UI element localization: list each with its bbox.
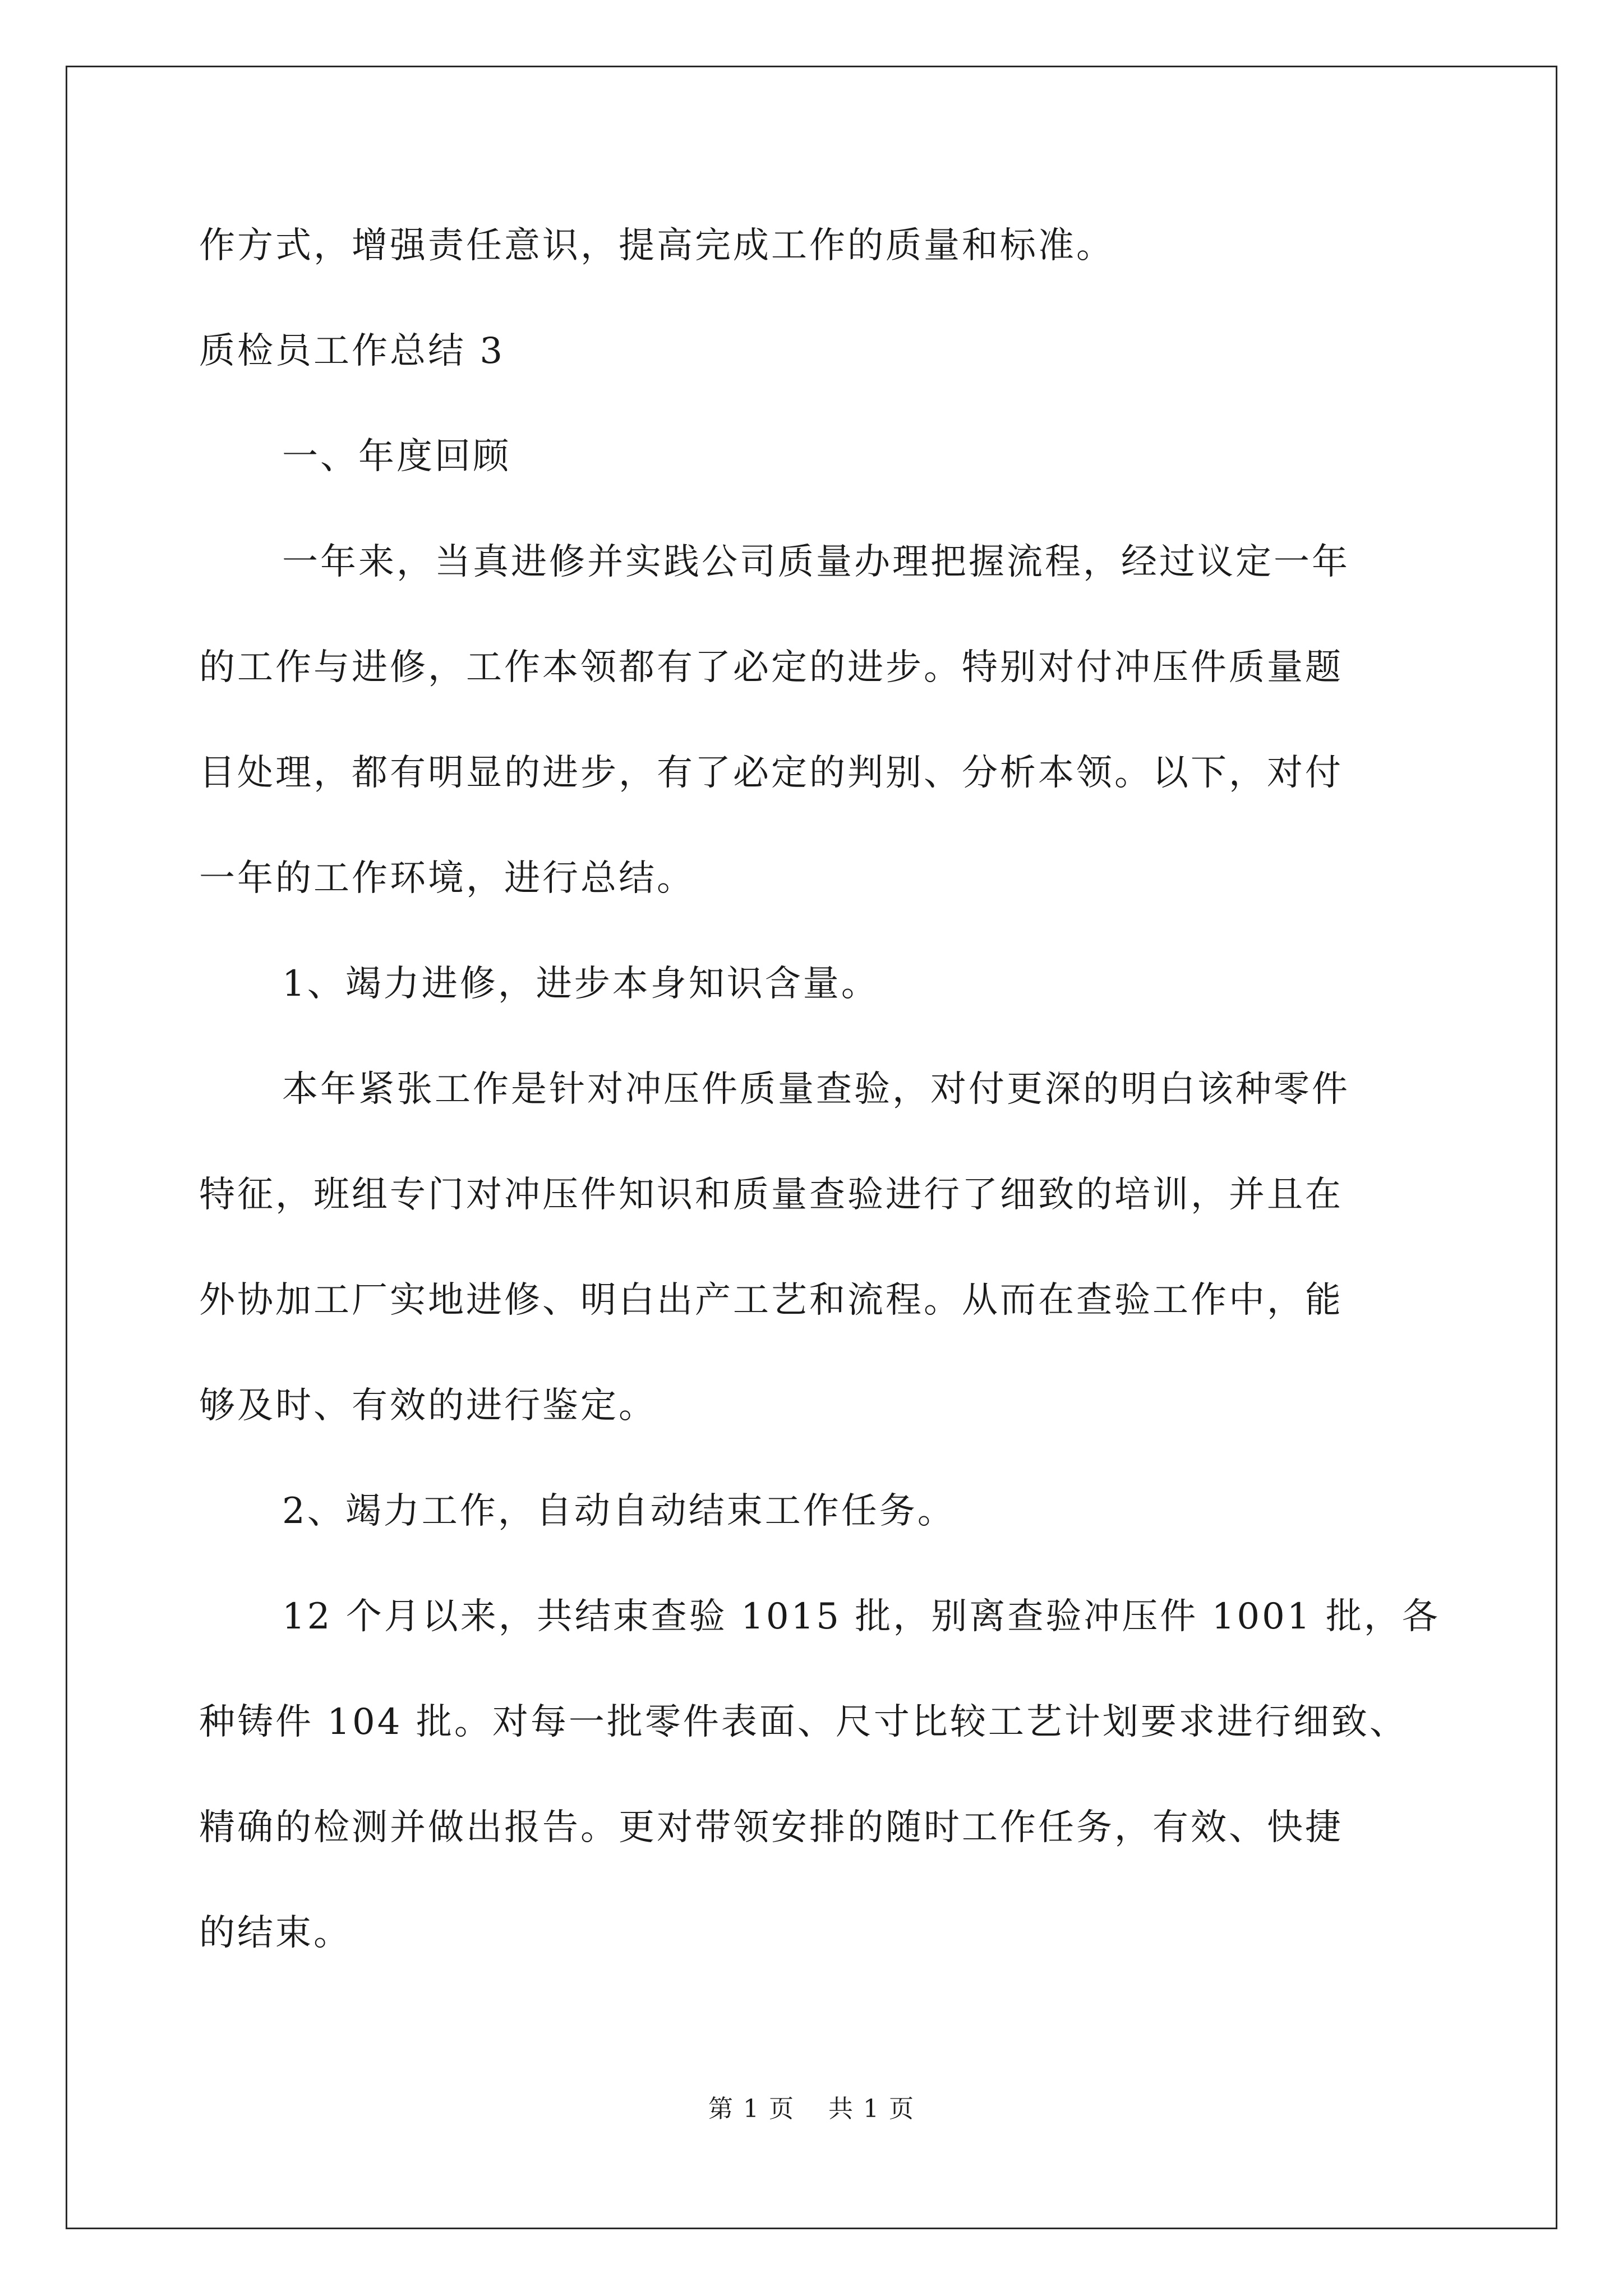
list-heading: 1、竭力进修，进步本身知识含量。 xyxy=(282,963,879,1005)
paragraph-line: 精确的检测并做出报告。更对带领安排的随时工作任务，有效、快捷 xyxy=(199,1807,1343,1848)
paragraph-line: 一年的工作环境，进行总结。 xyxy=(199,858,695,899)
page-total: 共 1 页 xyxy=(828,2095,915,2123)
page-footer xyxy=(0,2092,1623,2126)
section-title: 质检员工作总结 3 xyxy=(199,330,505,372)
paragraph-line: 目处理，都有明显的进步，有了必定的判别、分析本领。以下，对付 xyxy=(199,752,1343,794)
document-body xyxy=(199,219,1455,1960)
paragraph-line: 一年来，当真进修并实践公司质量办理把握流程，经过议定一年 xyxy=(282,541,1350,583)
paragraph-line: 够及时、有效的进行鉴定。 xyxy=(199,1385,657,1427)
paragraph-line: 种铸件 104 批。对每一批零件表面、尺寸比较工艺计划要求进行细致、 xyxy=(199,1701,1408,1743)
paragraph-line: 特征，班组专门对冲压件知识和质量查验进行了细致的培训，并且在 xyxy=(199,1174,1343,1216)
paragraph-line: 本年紧张工作是针对冲压件质量查验，对付更深的明白该种零件 xyxy=(282,1069,1350,1110)
paragraph-line: 作方式，增强责任意识，提高完成工作的质量和标准。 xyxy=(199,225,1114,266)
page-number: 第 1 页 xyxy=(708,2095,795,2123)
paragraph-line: 12 个月以来，共结束查验 1015 批，别离查验冲压件 1001 批，各 xyxy=(282,1596,1440,1637)
paragraph-line: 的工作与进修，工作本领都有了必定的进步。特别对付冲压件质量题 xyxy=(199,647,1343,688)
list-heading: 2、竭力工作，自动自动结束工作任务。 xyxy=(282,1490,956,1532)
paragraph-line: 的结束。 xyxy=(199,1912,352,1954)
subsection-heading: 一、年度回顾 xyxy=(282,436,511,477)
paragraph-line: 外协加工厂实地进修、明白出产工艺和流程。从而在查验工作中，能 xyxy=(199,1280,1343,1321)
